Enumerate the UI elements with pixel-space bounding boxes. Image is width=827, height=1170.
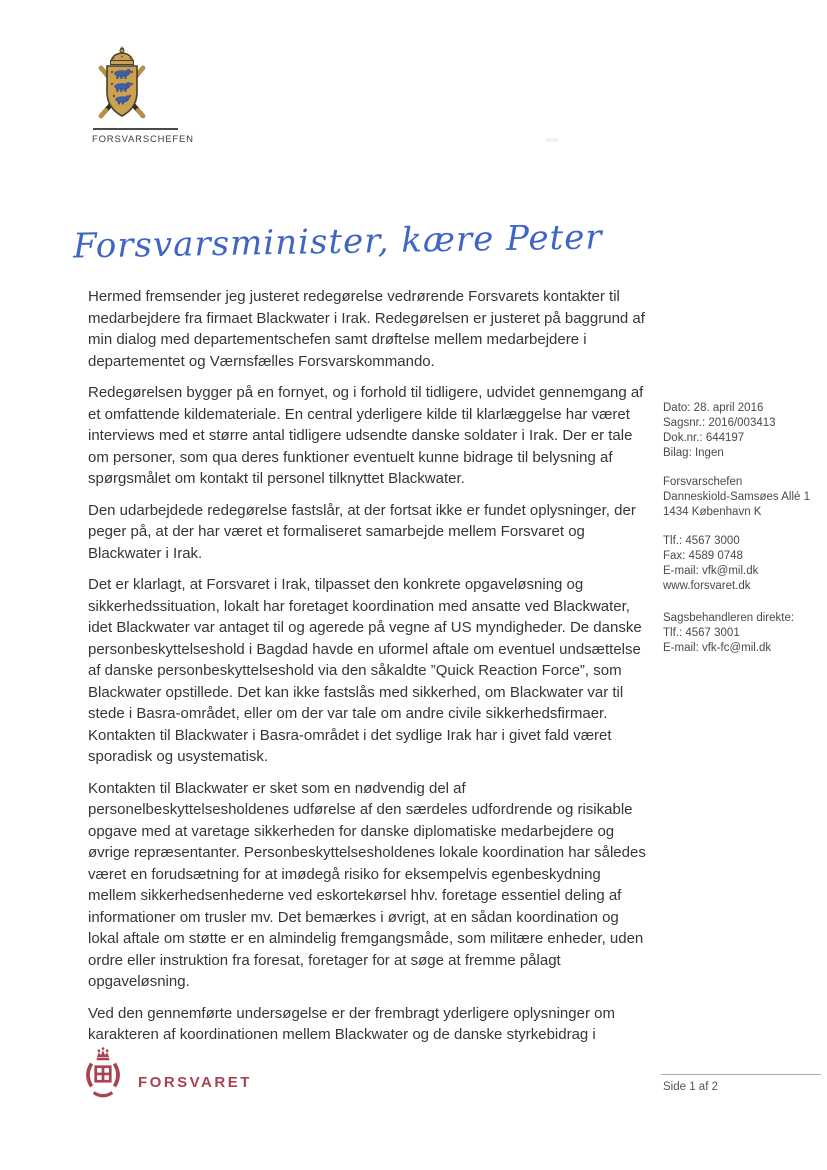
footer-divider <box>661 1074 821 1075</box>
meta-line-street: Danneskiold-Samsøes Allé 1 <box>663 491 811 503</box>
page-number: Side 1 af 2 <box>663 1081 718 1093</box>
letter-paragraph: Den udarbejdede redegørelse fastslår, at der fortsat ikke er fundet oplysninger, der peger på, at der har været et formaliseret samarbejde mellem Forsvaret og Blackwater i Irak. <box>88 501 636 562</box>
footer-brand <box>79 1047 252 1103</box>
meta-line-case-number: Sagsnr.: 2016/003413 <box>663 417 776 429</box>
forsvaret-logo-icon <box>79 1047 127 1103</box>
letter-paragraph: Hermed fremsender jeg justeret redegørelse vedrørende Forsvarets kontakter til medarbejdere fra firmaet Blackwater i Irak. Redegørelsen er justeret på baggrund af min dialog med departementschefen samt drøftelse mellem medarbejdere i departementet og Værnsfælles Forsvarskommando. <box>88 288 645 370</box>
meta-block-case <box>663 401 823 461</box>
meta-line-caseworker-phone: Tlf.: 4567 3001 <box>663 627 740 639</box>
header-divider <box>93 128 178 130</box>
letter-paragraph: Ved den gennemførte undersøgelse er der frembragt yderligere oplysninger om karakteren af koordinationen mellem Blackwater og de danske styrkebidrag i <box>88 1004 615 1043</box>
letter-body <box>88 286 649 1056</box>
letter-paragraph: Kontakten til Blackwater er sket som en nødvendig del af personelbeskyttelsesholdenes udførelse af den særdeles udfordrende og risikable opgave med at varetage sikkerheden for danske diplomatiske medarbejdere og øvrige repræsentanter. Personbeskyttelsesholdenes lokale koordination har således været en forudsætning for at imødegå risiko for eksempelvis egenbeskydning mellem sikkerhedsenhederne ved eskortekørsel hhv. foretage essentiel deling af informationer om trusler mv. Det bemærkes i øvrigt, at en sådan koordination og lokal aftale om støtte er en almindelig fremgangsmåde, som militære enheder, uden ordre eller instruktion fra foresat, foretager for at søge at fremme pålagt opgaveløsning. <box>88 779 646 990</box>
meta-line-website: www.forsvaret.dk <box>663 580 751 592</box>
meta-line-city: 1434 København K <box>663 506 762 518</box>
document-metadata <box>663 401 823 670</box>
letter-paragraph: Det er klarlagt, at Forsvaret i Irak, tilpasset den konkrete opgaveløsning og sikkerhedssituation, lokalt har foretaget koordination med ansatte ved Blackwater, idet Blackwater var antaget til og agerede på vegne af US myndigheder. De danske personbeskyttelseshold i Bagdad havde en uformel aftale om eventuel undsættelse af danske personbeskyttelseshold via den såkaldte ”Quick Reaction Force”, som Blackwater opstillede. Det kan ikke fastslås med sikkerhed, om Blackwater var til stede i Basra-området, eller om der var tale om andre civile sikkerhedsfirmaer. Kontakten til Blackwater i Basra-området i det sydlige Irak har i givet fald været sporadisk og usystematisk. <box>88 576 642 765</box>
meta-line-office: Forsvarschefen <box>663 476 743 488</box>
forsvaret-wordmark: FORSVARET <box>138 1073 252 1091</box>
meta-line-date: Dato: 28. april 2016 <box>663 402 764 414</box>
meta-line-fax: Fax: 4589 0748 <box>663 550 743 562</box>
coat-of-arms-icon <box>92 42 152 126</box>
meta-block-caseworker <box>663 611 823 656</box>
meta-line-doc-number: Dok.nr.: 644197 <box>663 432 745 444</box>
handwritten-salutation: Forsvarsminister, kære Peter <box>72 217 603 267</box>
meta-line-email: E-mail: vfk@mil.dk <box>663 565 759 577</box>
meta-line-caseworker-label: Sagsbehandleren direkte: <box>663 612 795 624</box>
agency-name: FORSVARSCHEFEN <box>92 134 194 145</box>
meta-line-caseworker-email: E-mail: vfk-fc@mil.dk <box>663 642 772 654</box>
meta-line-phone: Tlf.: 4567 3000 <box>663 535 740 547</box>
meta-block-contact <box>663 534 823 594</box>
coat-of-arms-svg <box>92 42 152 126</box>
meta-line-attachments: Bilag: Ingen <box>663 447 724 459</box>
meta-block-address <box>663 475 823 520</box>
scan-artifact <box>545 138 559 142</box>
letter-paragraph: Redegørelsen bygger på en fornyet, og i forhold til tidligere, udvidet gennemgang af et omfattende kildemateriale. En central yderligere kilde til klarlæggelse har været interviews med et større antal tidligere udsendte danske soldater i Irak. Der er tale om personer, som qua deres funktioner eventuelt kunne bidrage til belysning af spørgsmålet om kontakt til personel tilknyttet Blackwater. <box>88 384 644 487</box>
